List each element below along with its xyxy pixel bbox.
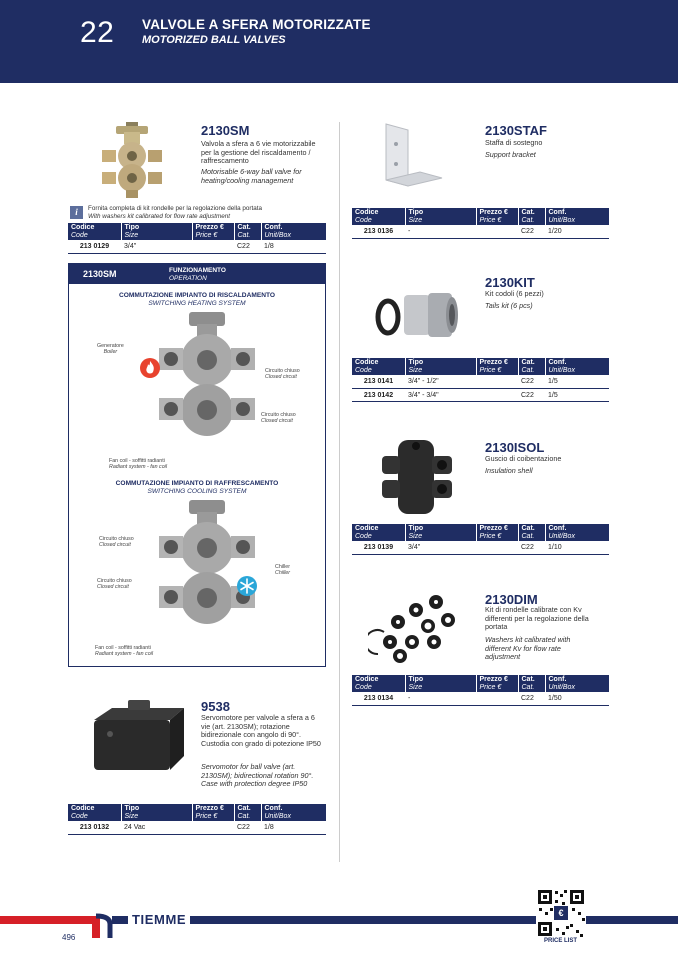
price-list-label: PRICE LIST — [543, 938, 577, 944]
chapter-number: 22 — [80, 16, 115, 49]
label-boiler: Generatore Boiler — [97, 343, 124, 356]
product-code-2130staf: 2130STAF — [485, 123, 547, 138]
svg-text:€: € — [558, 908, 564, 918]
info-icon: i — [70, 206, 83, 219]
product-desc-it-2130staf: Staffa di sostegno — [485, 138, 543, 147]
chapter-title-it: VALVOLE A SFERA MOTORIZZATE — [142, 17, 371, 32]
product-desc-it-2130isol: Guscio di coibentazione — [485, 454, 562, 463]
product-desc-it-2130kit: Kit codoli (6 pezzi) — [485, 289, 544, 298]
washers-kit-image — [368, 592, 468, 666]
heating-title-it: COMMUTAZIONE IMPIANTO DI RISCALDAMENTO — [118, 292, 276, 299]
price-table-9538 — [68, 804, 326, 835]
label-fan-coil-1: Fan coil - soffitti radianti Radiant system - fan coil — [109, 458, 167, 471]
product-desc-en-2130staf: Support bracket — [485, 150, 536, 159]
operation-panel — [68, 263, 326, 667]
page-number: 496 — [62, 933, 76, 942]
column-divider — [339, 122, 340, 862]
product-code-2130sm: 2130SM — [201, 123, 250, 138]
product-code-9538: 9538 — [201, 699, 230, 714]
table-header-row: Codice Code Tipo Size Prezzo € Price € Cat. Cat. Conf. Unit/Box — [352, 524, 609, 541]
product-code-2130kit: 2130KIT — [485, 275, 535, 290]
product-code-2130dim: 2130DIM — [485, 592, 538, 607]
label-closed-circuit-4: Circuito chiuso Closed circuit — [97, 578, 132, 591]
product-desc-it-9538: Servomotore per valvole a sfera a 6 vie (art. 2130SM); rotazione bidirezionale con angolo di 90°. Custodia con grado di potezione IP50 — [201, 713, 321, 748]
chapter-title-en: MOTORIZED BALL VALVES — [142, 34, 286, 46]
table-row: 213 0132 24 Vac C22 1/8 — [68, 821, 326, 834]
operation-title-en: OPERATION — [169, 275, 207, 282]
servomotor-image — [90, 698, 186, 778]
operation-code: 2130SM — [83, 269, 117, 279]
table-header-row: Codice Code Tipo Size Prezzo € Price € Cat. Cat. Conf. Unit/Box — [68, 804, 326, 821]
product-code-2130isol: 2130ISOL — [485, 440, 545, 455]
label-closed-circuit-2: Circuito chiuso Closed circuit — [261, 412, 296, 425]
label-closed-circuit-1: Circuito chiuso Closed circuit — [265, 368, 300, 381]
operation-header — [69, 264, 325, 284]
support-bracket-image — [380, 120, 450, 200]
table-header-row: Codice Code Tipo Size Prezzo € Price € Cat. Cat. Conf. Unit/Box — [68, 223, 326, 240]
table-row: 213 0134 - C22 1/50 — [352, 692, 609, 705]
info-note-en: With washers kit calibrated for flow rate adjustment — [88, 213, 231, 220]
price-table-2130kit — [352, 358, 609, 402]
product-desc-en-2130sm: Motorisable 6-way ball valve for heating/cooling management — [201, 167, 302, 185]
product-desc-it-2130dim: Kit di rondelle calibrate con Kv differenti per la regolazione della portata — [485, 605, 589, 632]
table-row: 213 0142 3/4" - 3/4" C22 1/5 — [352, 388, 609, 401]
insulation-shell-image — [378, 436, 458, 518]
label-fan-coil-2: Fan coil - soffitti radianti Radiant system - fan coil — [95, 645, 153, 658]
table-row: 213 0139 3/4" C22 1/10 — [352, 541, 609, 554]
price-table-2130sm — [68, 223, 326, 254]
label-closed-circuit-3: Circuito chiuso Closed circuit — [99, 536, 134, 549]
label-chiller: Chiller Chiller — [275, 564, 291, 577]
brand-logo: TIEMME — [128, 912, 190, 927]
product-desc-en-2130dim: Washers kit calibrated with different Kv for flow rate adjustment — [485, 635, 571, 662]
heating-diagram — [129, 310, 279, 450]
ball-valve-image — [96, 120, 166, 200]
table-header-row: Codice Code Tipo Size Prezzo € Price € Cat. Cat. Conf. Unit/Box — [352, 675, 609, 692]
product-desc-it-2130sm: Valvola a sfera a 6 vie motorizzabile per la gestione del riscaldamento / raffrescamento — [201, 139, 316, 166]
flame-icon — [139, 357, 161, 379]
qr-code-icon[interactable] — [536, 888, 586, 938]
tails-kit-image — [372, 285, 462, 345]
table-header-row: Codice Code Tipo Size Prezzo € Price € Cat. Cat. Conf. Unit/Box — [352, 358, 609, 375]
cooling-diagram — [129, 498, 279, 638]
product-desc-en-2130isol: Insulation shell — [485, 466, 533, 475]
info-note-it: Fornita completa di kit rondelle per la regolazione della portata — [88, 205, 262, 212]
table-row: 213 0129 3/4" C22 1/8 — [68, 240, 326, 253]
product-desc-en-9538: Servomotor for ball valve (art. 2130SM); bidirectional rotation 90°. Case with protection degree IP50 — [201, 762, 314, 789]
page-header — [0, 0, 678, 83]
table-row: 213 0141 3/4" - 1/2" C22 1/5 — [352, 375, 609, 388]
cooling-title-en: SWITCHING COOLING SYSTEM — [147, 488, 247, 495]
snowflake-icon — [236, 575, 258, 597]
table-row: 213 0136 - C22 1/20 — [352, 225, 609, 238]
info-note — [68, 205, 326, 222]
price-table-2130isol — [352, 524, 609, 555]
heating-title-en: SWITCHING HEATING SYSTEM — [148, 300, 246, 307]
table-header-row: Codice Code Tipo Size Prezzo € Price € Cat. Cat. Conf. Unit/Box — [352, 208, 609, 225]
product-desc-en-2130kit: Tails kit (6 pcs) — [485, 301, 533, 310]
cooling-title-it: COMMUTAZIONE IMPIANTO DI RAFFRESCAMENTO — [115, 480, 279, 487]
price-table-2130staf — [352, 208, 609, 239]
price-table-2130dim — [352, 675, 609, 706]
operation-title-it: FUNZIONAMENTO — [169, 267, 226, 274]
